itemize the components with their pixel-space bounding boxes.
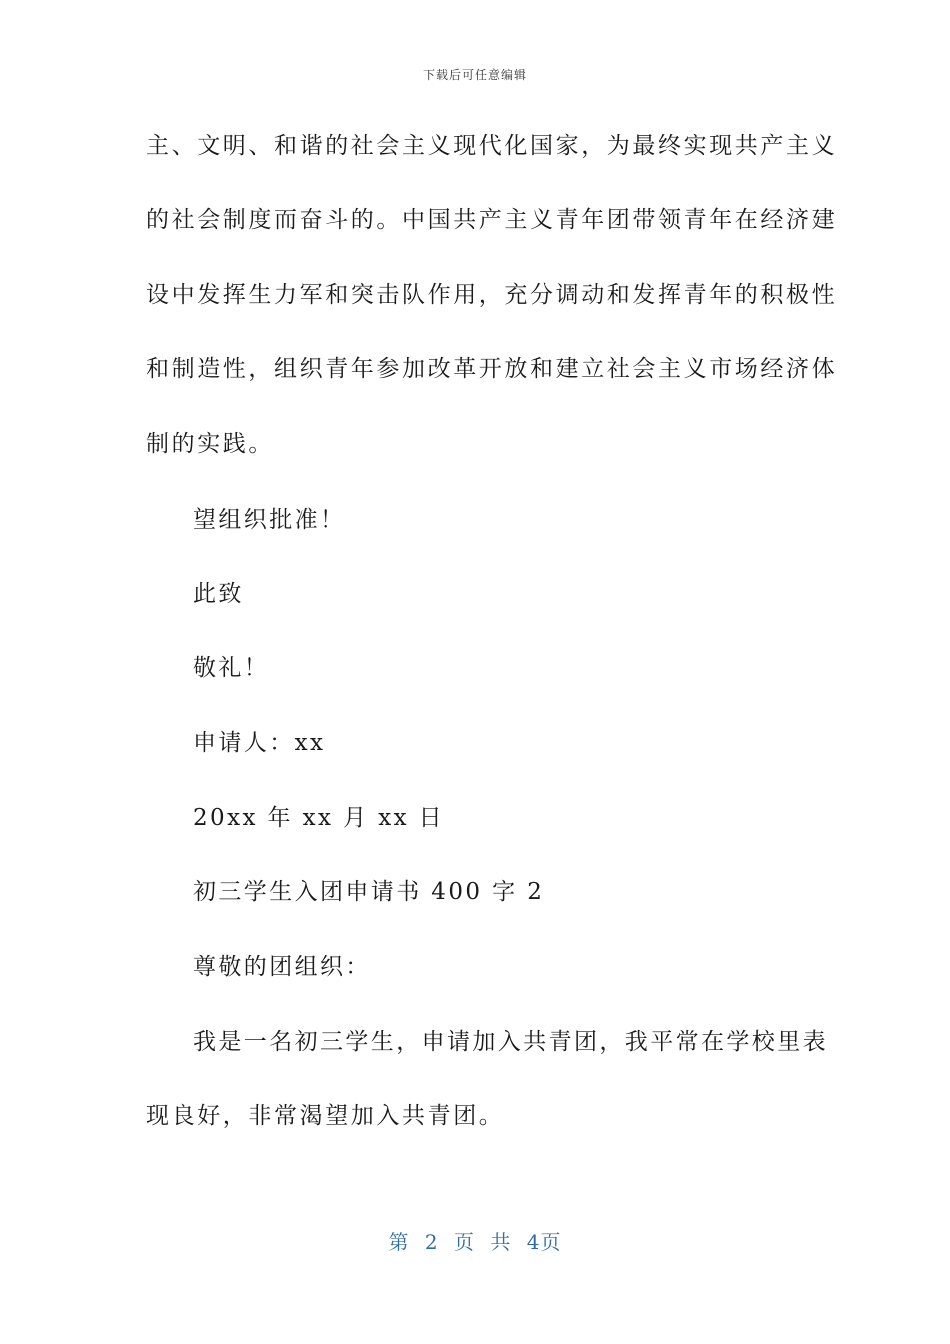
paragraph-line: 制的实践。 [146,431,274,457]
paragraph-line: 我是一名初三学生，申请加入共青团，我平常在学校里表 [193,1029,828,1055]
paragraph-line: 现良好，非常渴望加入共青团。 [146,1103,505,1129]
current-page-number: 2 [424,1230,439,1254]
applicant-name: 申请人：xx [193,730,326,756]
paragraph-line: 主、文明、和谐的社会主义现代化国家，为最终实现共产主义 [146,133,838,159]
section-title: 初三学生入团申请书 400 字 2 [193,879,545,905]
footer-prefix: 第 [388,1230,410,1254]
paragraph-line: 的社会制度而奋斗的。中国共产主义青年团带领青年在经济建 [146,207,838,233]
salutation-ci-zhi: 此致 [193,581,244,607]
page-header: 下载后可任意编辑 [422,68,527,82]
application-date: 20xx 年 xx 月 xx 日 [193,805,445,831]
salutation-jing-li: 敬礼！ [193,655,270,681]
paragraph-line: 设中发挥生力军和突击队作用，充分调动和发挥青年的积极性 [146,282,838,308]
footer-total-word: 共 [490,1230,512,1254]
greeting: 尊敬的团组织： [193,954,371,980]
footer-page-word: 页 [454,1230,475,1254]
paragraph-line: 和制造性，组织青年参加改革开放和建立社会主义市场经济体 [146,356,838,382]
closing-request: 望组织批准！ [193,507,346,533]
page-number-footer [0,1226,950,1255]
total-pages: 4页 [526,1230,562,1254]
